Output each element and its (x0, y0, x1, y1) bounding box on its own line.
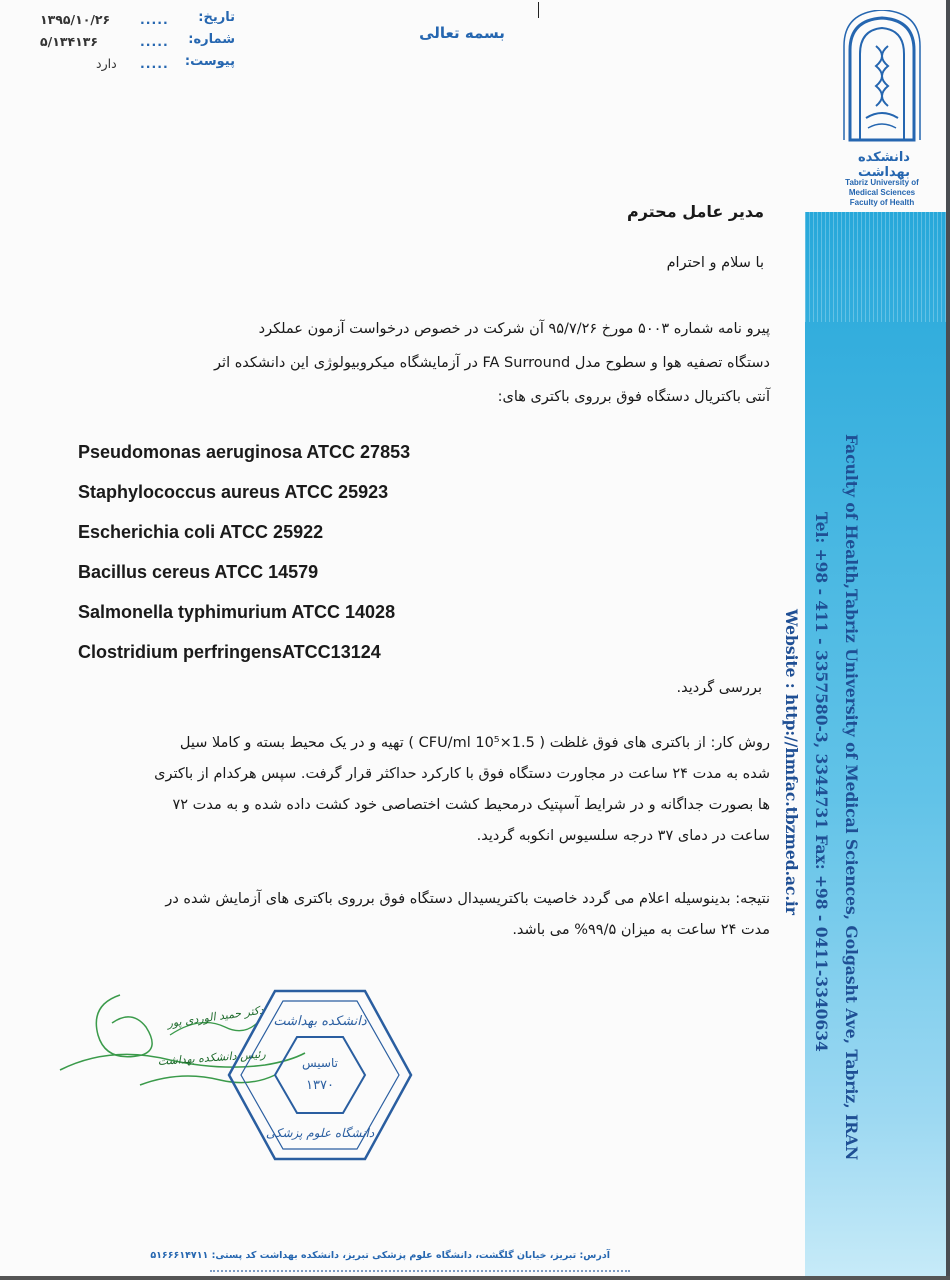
date-label: تاریخ: (198, 10, 235, 25)
attachment-value: دارد (96, 56, 117, 71)
date-dots: ..... (140, 12, 169, 27)
stamp-year: ۱۳۷۰ (306, 1078, 334, 1093)
method-paragraph (70, 728, 770, 852)
result-line: نتیجه: بدینوسیله اعلام می گردد خاصیت باکتریسیدال دستگاه فوق برروی باکتری های آزمایش شده در (165, 891, 770, 907)
method-line: شده به مدت ۲۴ ساعت در مجاورت دستگاه فوق با کارکرد حداکثر قرار گرفت. سپس هرکدام از باکتری (154, 766, 770, 782)
scan-frame-edge (0, 1276, 950, 1280)
official-stamp (225, 985, 415, 1165)
scan-mark (538, 2, 539, 18)
bismillah-heading: بسمه تعالی (419, 24, 505, 42)
logo-en-line: Faculty of Health (849, 198, 915, 207)
bacteria-item: Clostridium perfringensATCC13124 (78, 642, 381, 662)
reviewed-line: بررسی گردید. (676, 680, 762, 696)
salutation: مدیر عامل محترم (626, 202, 764, 221)
bacteria-item: Escherichia coli ATCC 25922 (78, 522, 324, 542)
attachment-dots: ..... (140, 56, 169, 71)
date-value: ۱۳۹۵/۱۰/۲۶ (40, 12, 111, 27)
intro-line: پیرو نامه شماره ۵۰۰۳ مورخ ۹۵/۷/۲۶ آن شرکت در خصوص درخواست آزمون عملکرد (258, 321, 770, 337)
letter-meta-block (40, 10, 235, 76)
footer-address: آدرس: تبریز، خیابان گلگشت، دانشگاه علوم پزشکی تبریز، دانشکده بهداشت کد پستی: ۵۱۶۶۶۱۴۷۱۱ (150, 1250, 610, 1261)
intro-paragraph (70, 312, 770, 414)
bacteria-item: Staphylococcus aureus ATCC 25923 (78, 482, 389, 502)
result-line: مدت ۲۴ ساعت به میزان ۹۹/۵% می باشد. (512, 922, 770, 938)
number-value: ۵/۱۳۴۱۳۶ (40, 34, 98, 49)
signature-title: رئیس دانشکده بهداشت (157, 1047, 267, 1068)
bacteria-item: Bacillus cereus ATCC 14579 (78, 562, 319, 582)
stamp-inner-text: تاسیس (302, 1056, 338, 1070)
intro-line: آنتی باکتریال دستگاه فوق برروی باکتری های: (497, 389, 770, 405)
greeting: با سلام و احترام (666, 255, 764, 271)
stamp-bottom-text: دانشگاه علوم پزشکی (265, 1126, 375, 1140)
sidebar-contact-block (782, 434, 866, 1194)
number-dots: ..... (140, 34, 169, 49)
logo-en-line: Medical Sciences (848, 188, 916, 197)
method-line: ساعت در دمای ۳۷ درجه سلسیوس انکوبه گردید. (476, 828, 770, 844)
date-row (40, 10, 235, 32)
sidebar-phone-line: Tel: +98 - 411 - 3357580-3, 3344731 Fax: +98 - 0411-3340634 (812, 512, 831, 1052)
university-logo (832, 10, 932, 215)
logo-en-line: Tabriz University of (845, 178, 919, 187)
sidebar-address-line: Faculty of Health,Tabriz University of Medical Sciences, Golgasht Ave, Tabriz, IRAN (842, 434, 861, 1161)
signature-name: دکتر حمید الوردی پور (166, 1003, 265, 1030)
sidebar-hatching (805, 212, 946, 322)
logo-name-en (832, 178, 932, 208)
sidebar-website-line: Website : http://hmfac.tbzmed.ac.ir (782, 609, 801, 915)
attachment-row (40, 54, 235, 76)
number-row (40, 32, 235, 54)
bacteria-item: Pseudomonas aeruginosa ATCC 27853 (78, 442, 411, 462)
result-paragraph (70, 884, 770, 946)
attachment-label: پیوست: (184, 54, 235, 69)
stamp-outer-text: دانشکده بهداشت (273, 1014, 367, 1029)
logo-name-fa: دانشکده بهداشت (858, 150, 910, 180)
bacteria-list (78, 432, 410, 672)
method-line: روش کار: از باکتری های فوق غلظت ( 1.5×10⁵ CFU/ml ) تهیه و در یک محیط بسته و کاملا سیل (179, 735, 770, 751)
intro-line: دستگاه تصفیه هوا و سطوح مدل FA Surround در آزمایشگاه میکروبیولوژی این دانشکده اثر (214, 355, 770, 371)
method-line: ها بصورت جداگانه و در شرایط آسپتیک درمحیط کشت اختصاصی خود کشت داده شده و به مدت ۷۲ (172, 797, 770, 813)
number-label: شماره: (188, 32, 235, 47)
bacteria-item: Salmonella typhimurium ATCC 14028 (78, 602, 396, 622)
logo-emblem-icon (832, 10, 932, 150)
